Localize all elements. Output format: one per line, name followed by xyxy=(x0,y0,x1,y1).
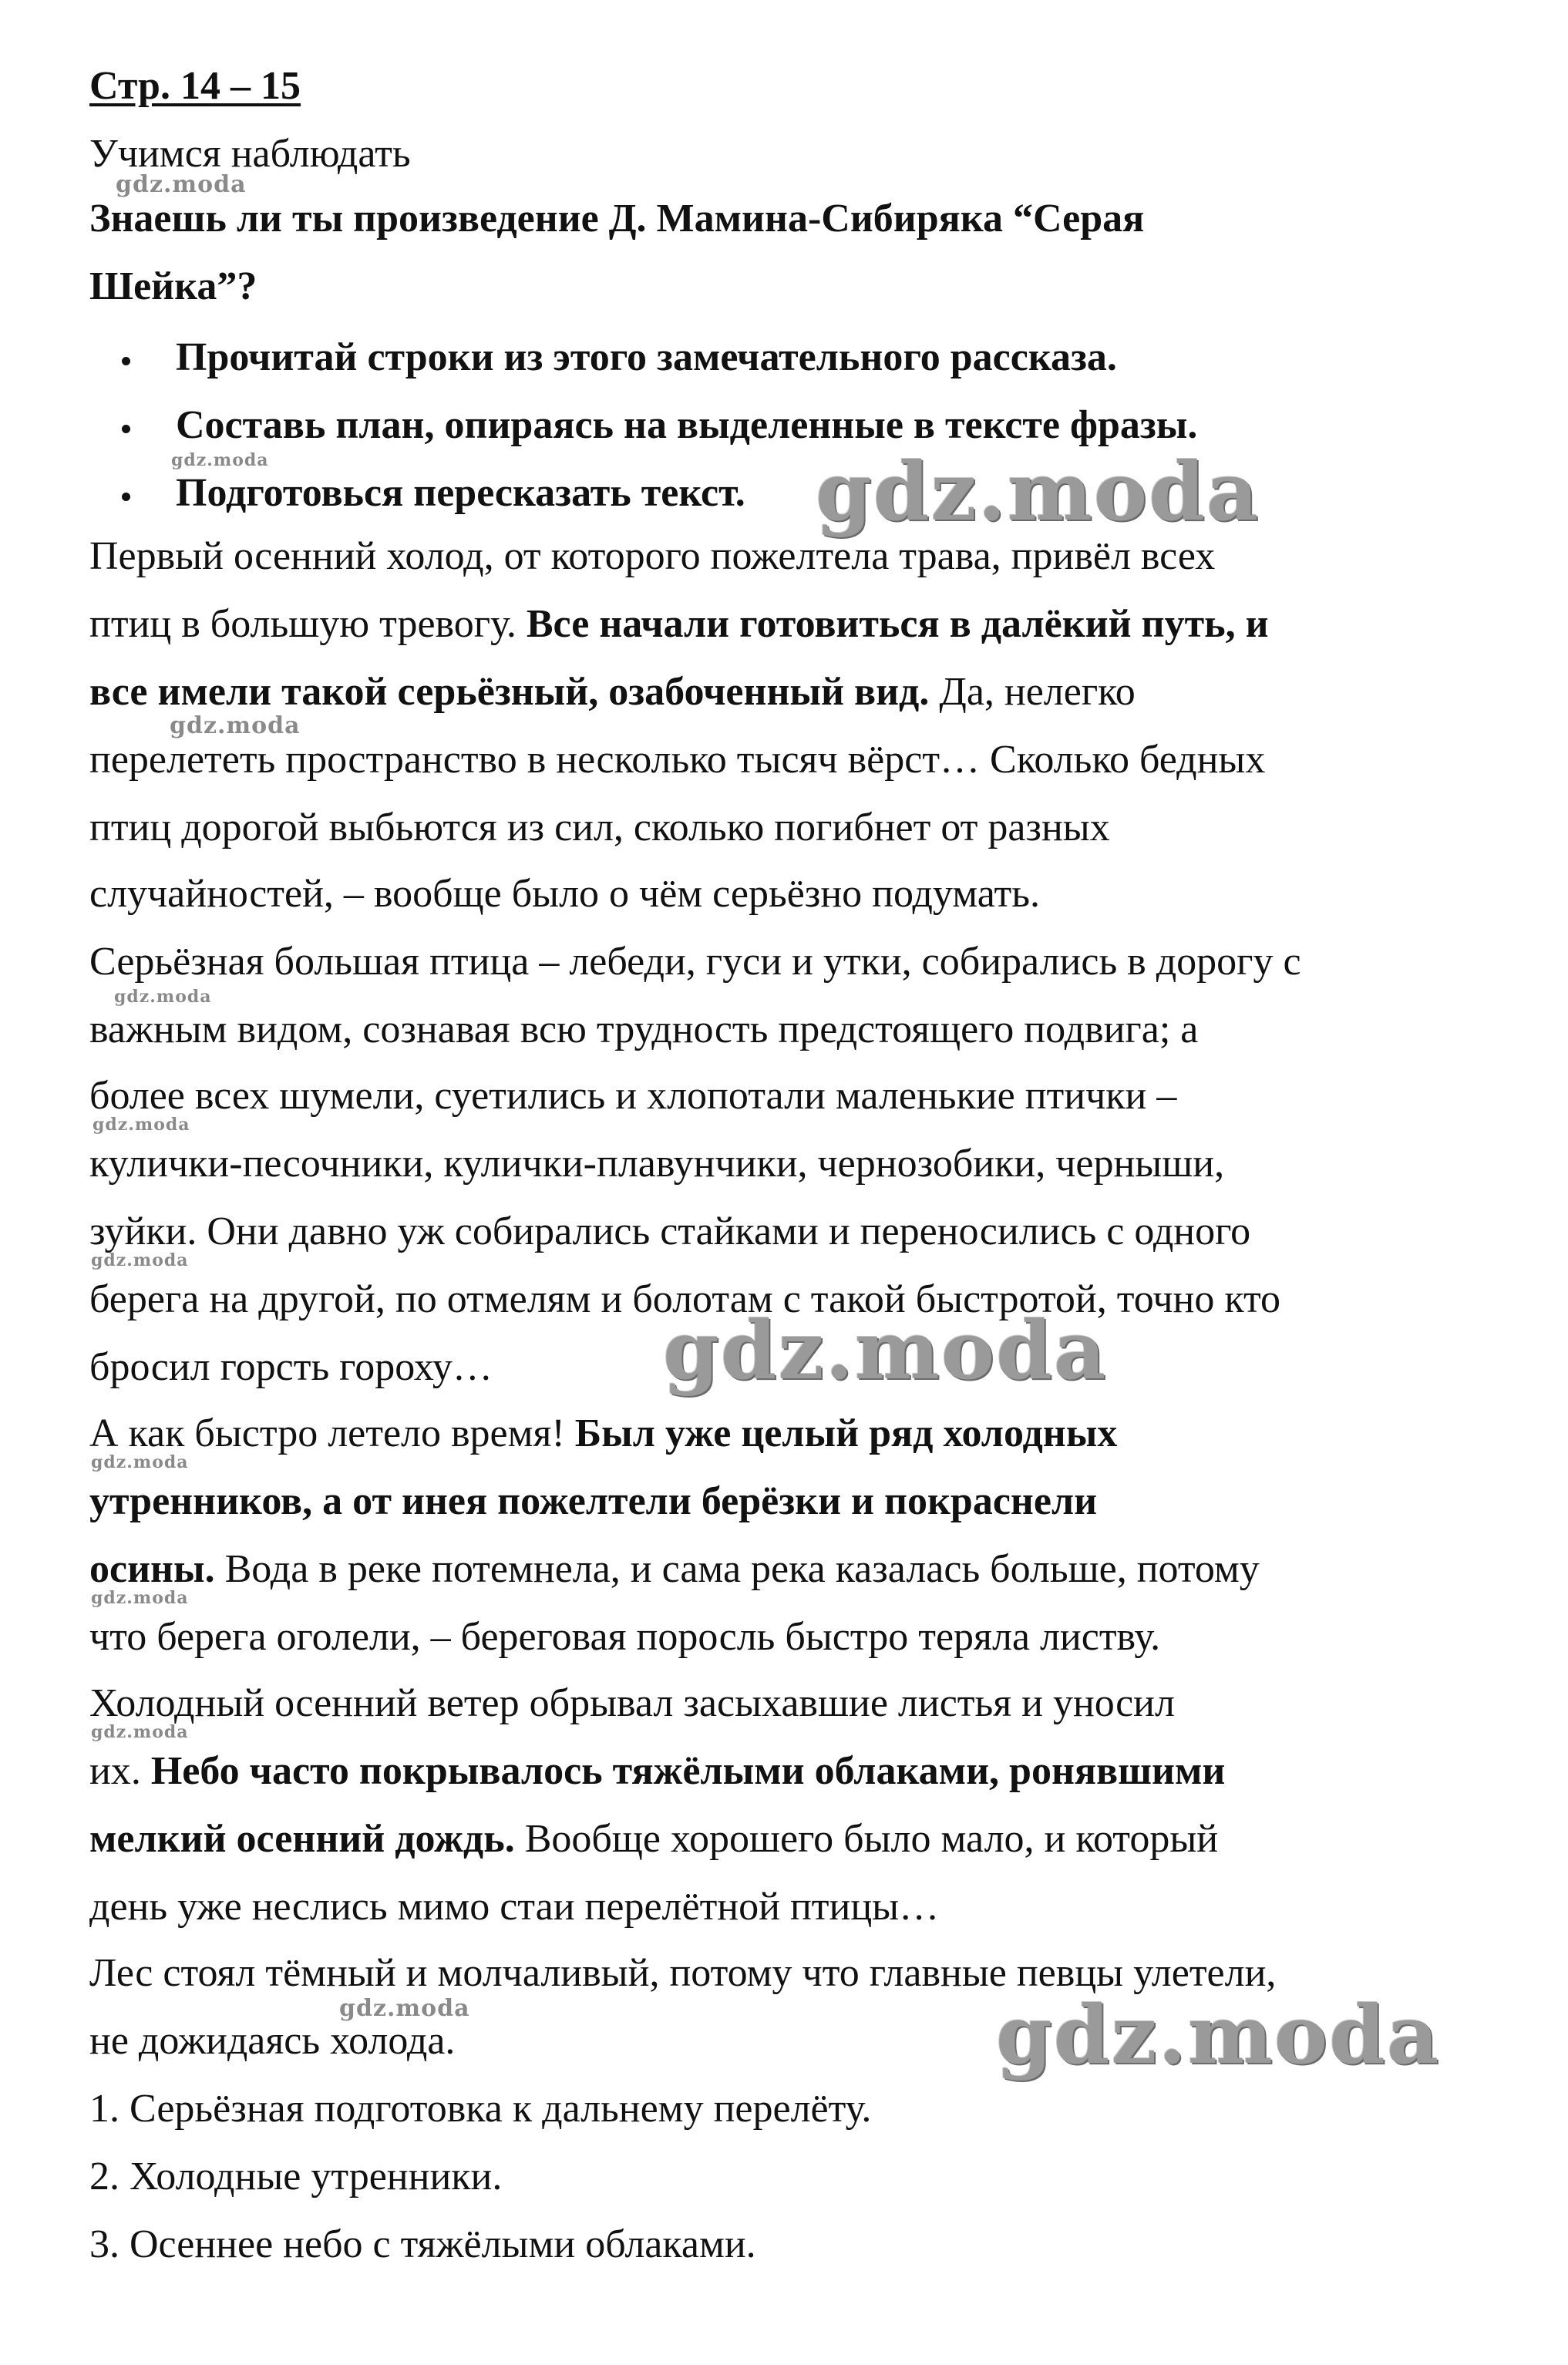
question-line-1: Знаешь ли ты произведение Д. Мамина-Сибиряка “Серая xyxy=(89,197,1145,241)
watermark: gdz.moda xyxy=(996,1987,1441,2082)
text-line: важным видом, сознавая всю трудность предстоящего подвига; а xyxy=(89,1008,1199,1051)
watermark: gdz.moda xyxy=(171,450,269,470)
text-line: бросил горсть гороху… xyxy=(89,1345,493,1389)
question-line-2: Шейка”? xyxy=(89,264,257,308)
page-title: Стр. 14 – 15 xyxy=(89,64,301,108)
highlighted-phrase: Небо часто покрывалось тяжёлыми облаками, ронявшими xyxy=(150,1749,1226,1793)
text-line: берега на другой, по отмелям и болотам с такой быстротой, точно кто xyxy=(89,1277,1280,1321)
highlighted-phrase: утренников, а от инея пожелтели берёзки и покраснели xyxy=(89,1479,1098,1523)
text-line: зуйки. Они давно уж собирались стайками и переносились с одного xyxy=(89,1209,1251,1253)
watermark: gdz.moda xyxy=(93,1115,190,1135)
text-line: перелететь пространство в несколько тысяч вёрст… Сколько бедных xyxy=(89,738,1266,782)
text-line: мелкий осенний дождь. Вообще хорошего было мало, и который xyxy=(89,1817,1219,1861)
highlighted-phrase: все имели такой серьёзный, озабоченный вид. xyxy=(89,670,930,714)
highlighted-phrase: Был уже целый ряд холодных xyxy=(574,1411,1118,1455)
highlighted-phrase: Все начали готовиться в далёкий путь, и xyxy=(526,602,1269,646)
watermark: gdz.moda xyxy=(91,1722,189,1742)
watermark: gdz.moda xyxy=(339,1995,470,2022)
watermark: gdz.moda xyxy=(91,1452,189,1472)
watermark: gdz.moda xyxy=(114,987,212,1007)
text-line: более всех шумели, суетились и хлопотали маленькие птички – xyxy=(89,1074,1177,1118)
text-line: птиц в большую тревогу. Все начали готовиться в далёкий путь, и xyxy=(89,602,1269,646)
plan-item: 2. Холодные утренники. xyxy=(89,2155,503,2198)
text-line: случайностей, – вообще было о чём серьёзно подумать. xyxy=(89,872,1040,916)
text-line: день уже неслись мимо стаи перелётной птицы… xyxy=(89,1885,940,1929)
watermark: gdz.moda xyxy=(116,171,247,198)
plan-item: 3. Осеннее небо с тяжёлыми облаками. xyxy=(89,2222,756,2266)
plan-item: 1. Серьёзная подготовка к дальнему перелёту. xyxy=(89,2087,872,2131)
text-line: Первый осенний холод, от которого пожелтела трава, привёл всех xyxy=(89,534,1216,578)
task-item: Составь план, опираясь на выделенные в тексте фразы. xyxy=(176,403,1198,447)
text-line: А как быстро летело время! Был уже целый ряд холодных xyxy=(89,1411,1118,1455)
highlighted-phrase: осины. xyxy=(89,1547,215,1591)
bullet-dot-icon xyxy=(122,493,130,501)
watermark: gdz.moda xyxy=(816,444,1260,539)
watermark: gdz.moda xyxy=(91,1250,189,1270)
text-line: не дожидаясь холода. xyxy=(89,2019,456,2063)
text-line: все имели такой серьёзный, озабоченный вид. Да, нелегко xyxy=(89,670,1136,714)
text-line: Холодный осенний ветер обрывал засыхавшие листья и уносил xyxy=(89,1681,1175,1725)
text-line: птиц дорогой выбьются из сил, сколько погибнет от разных xyxy=(89,806,1110,849)
text-line: кулички-песочники, кулички-плавунчики, чернозобики, черныши, xyxy=(89,1142,1225,1186)
text-line: их. Небо часто покрывалось тяжёлыми облаками, ронявшими xyxy=(89,1749,1226,1793)
text-line: что берега оголели, – береговая поросль быстро теряла листву. xyxy=(89,1615,1161,1659)
text-line: осины. Вода в реке потемнела, и сама река казалась больше, потому xyxy=(89,1547,1260,1591)
watermark: gdz.moda xyxy=(663,1303,1108,1398)
watermark: gdz.moda xyxy=(170,712,301,739)
text-line: Серьёзная большая птица – лебеди, гуси и утки, собирались в дорогу с xyxy=(89,940,1301,984)
section-heading: Учимся наблюдать xyxy=(89,132,411,176)
task-item: Подготовься пересказать текст. xyxy=(176,471,745,515)
bullet-dot-icon xyxy=(122,425,130,433)
text-line: Лес стоял тёмный и молчаливый, потому что главные певцы улетели, xyxy=(89,1951,1277,1995)
watermark: gdz.moda xyxy=(91,1588,189,1608)
highlighted-phrase: мелкий осенний дождь. xyxy=(89,1817,515,1861)
task-item: Прочитай строки из этого замечательного рассказа. xyxy=(176,335,1117,379)
bullet-dot-icon xyxy=(122,357,130,365)
